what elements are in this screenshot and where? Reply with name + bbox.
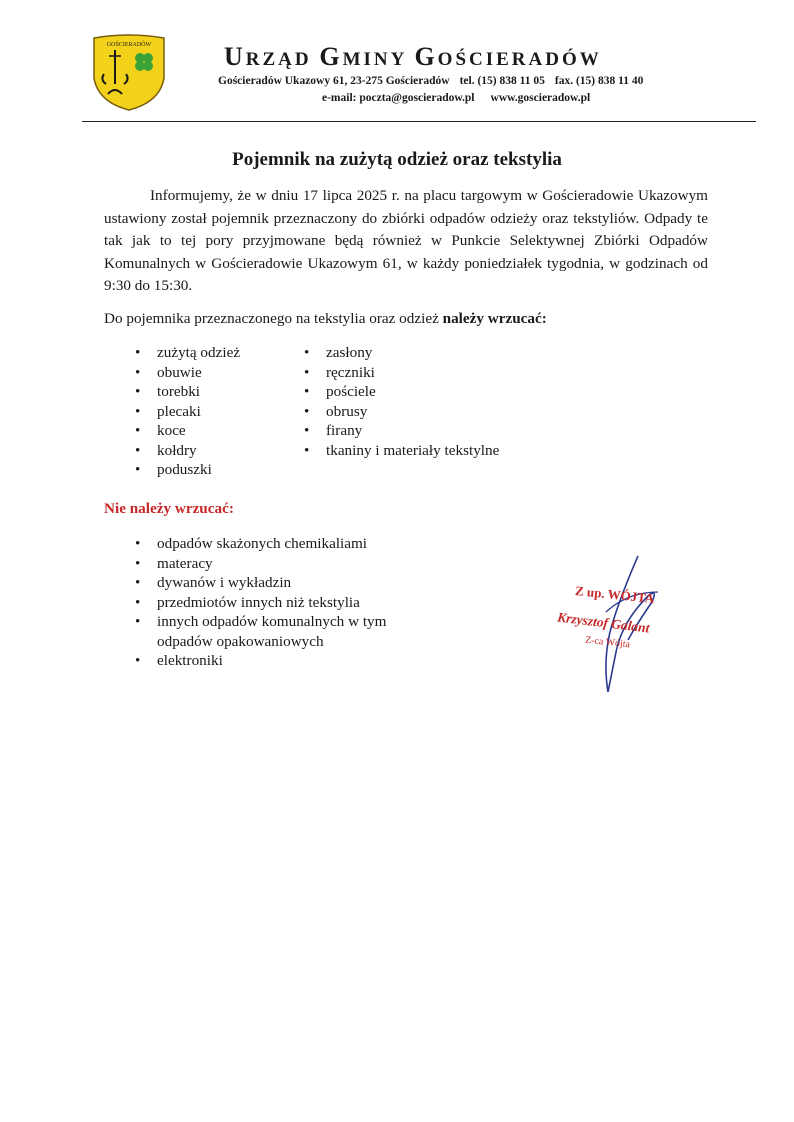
municipality-crest-logo	[90, 32, 168, 112]
list-item: • przedmiotów innych niż tekstylia	[135, 593, 435, 613]
list-item: • innych odpadów komunalnych w tym odpadów opakowaniowych	[135, 612, 435, 651]
forbidden-items-list	[135, 534, 435, 671]
allowed-items-list-2	[304, 343, 499, 460]
list-item: • obuwie	[135, 363, 240, 383]
forbidden-heading: Nie należy wrzucać:	[104, 500, 234, 517]
email-link[interactable]: e-mail: poczta@goscieradow.pl	[322, 92, 475, 104]
crest-text: GOŚCIERADÓW	[106, 42, 152, 48]
list-item: • zużytą odzież	[135, 343, 240, 363]
list-item: • koce	[135, 421, 240, 441]
list-item: • pościele	[304, 382, 499, 402]
list-item: • tkaniny i materiały tekstylne	[304, 441, 499, 461]
website-link[interactable]: www.goscieradow.pl	[490, 92, 591, 104]
list-item: • poduszki	[135, 460, 240, 480]
list-item: • ręczniki	[304, 363, 499, 383]
document-title: Pojemnik na zużytą odzież oraz tekstylia	[232, 149, 562, 170]
list-item: • zasłony	[304, 343, 499, 363]
list-item: • dywanów i wykładzin	[135, 573, 435, 593]
list-item: • firany	[304, 421, 499, 441]
list-item: • torebki	[135, 382, 240, 402]
list-item: • obrusy	[304, 402, 499, 422]
list-item: • elektroniki	[135, 651, 435, 671]
phone: tel. (15) 838 11 05	[459, 75, 545, 87]
address: Gościeradów Ukazowy 61, 23-275 Gościeradów	[218, 75, 450, 87]
list-item: • plecaki	[135, 402, 240, 422]
office-contact-line	[322, 92, 590, 104]
intro-paragraph: Informujemy, że w dniu 17 lipca 2025 r. na placu targowym w Gościeradowie Ukazowym ustawiony został pojemnik przeznaczony do zbiórki odpadów odzieży oraz tekstyliów. Odpady te tak jak to tej pory przyjmowane będą również w Punkcie Selektywnej Zbiórki Odpadów Komunalnych w Gościeradowie Ukazowym 61, w każdy poniedziałek tygodnia, w godzinach od 9:30 do 15:30.	[104, 187, 708, 295]
signature-name: Krzysztof Galant	[556, 609, 651, 636]
list-item: • materacy	[135, 554, 435, 574]
signature-stamp-line: Z up. WÓJTA	[574, 582, 655, 607]
list-item: • kołdry	[135, 441, 240, 461]
list-item: • odpadów skażonych chemikaliami	[135, 534, 435, 554]
allowed-lead: Do pojemnika przeznaczonego na tekstylia oraz odzież należy wrzucać:	[104, 310, 547, 327]
header-divider	[82, 121, 756, 122]
signature-role: Z-ca Wójta	[584, 634, 631, 651]
office-name: URZĄD GMINY GOŚCIERADÓW	[224, 42, 602, 71]
office-address-line	[218, 75, 688, 87]
allowed-items-list-1	[135, 343, 240, 480]
fax: fax. (15) 838 11 40	[554, 75, 644, 87]
